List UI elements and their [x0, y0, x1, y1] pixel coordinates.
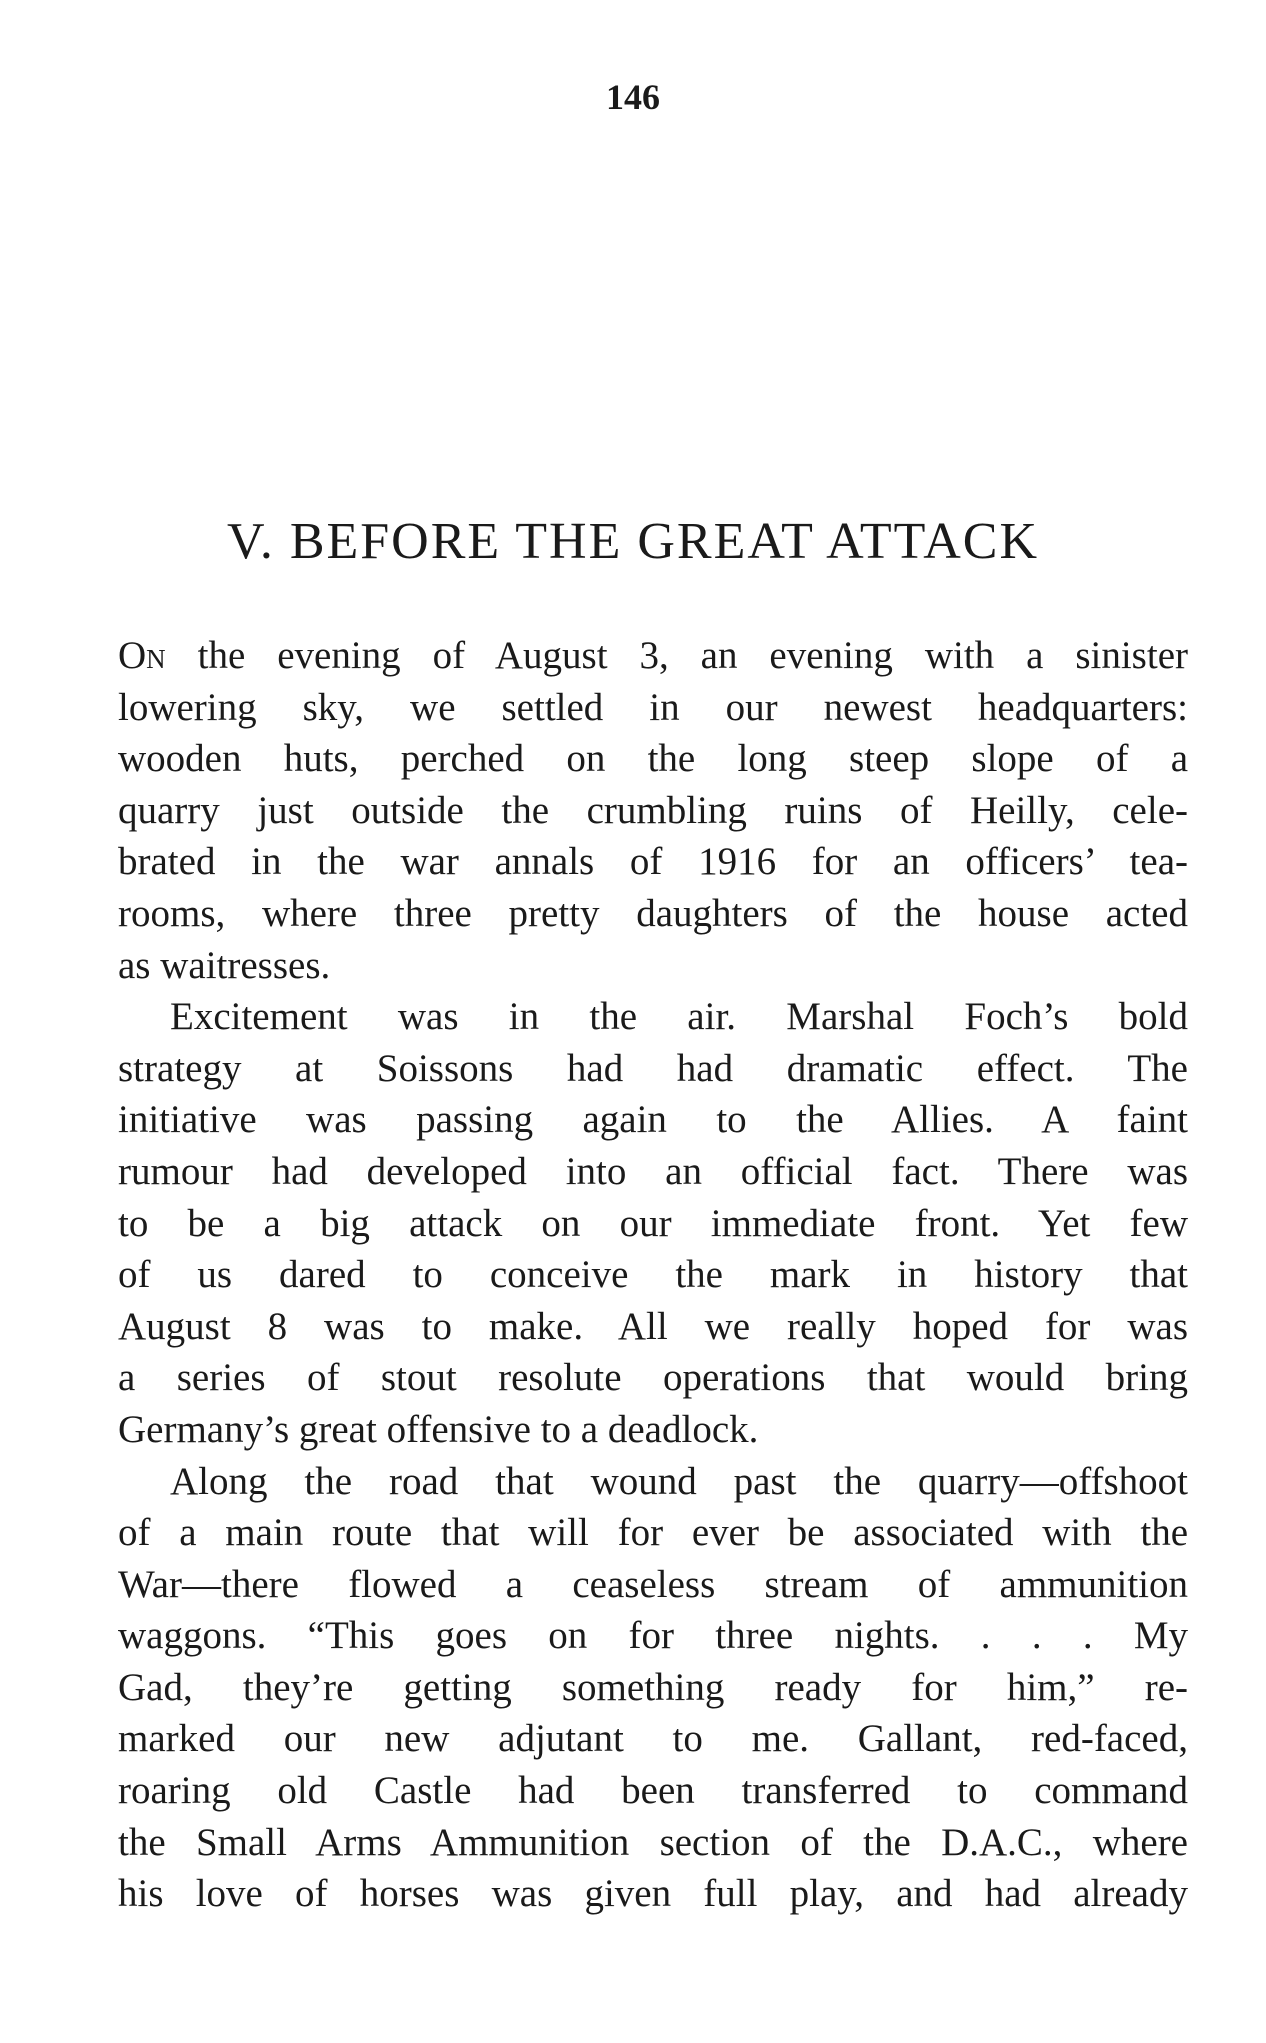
text-line: Gad, they’re getting something ready for him,” re-	[118, 1665, 1188, 1709]
text-line: War—there flowed a ceaseless stream of ammunition	[118, 1562, 1188, 1606]
text-line: the Small Arms Ammunition section of the D.A.C., where	[118, 1820, 1188, 1864]
text-line: On the evening of August 3, an evening with a sinister	[118, 634, 1188, 677]
text-line: of us dared to conceive the mark in history that	[118, 1253, 1188, 1297]
text-line: Along the road that wound past the quarry—offshoot	[170, 1459, 1188, 1503]
text-line: wooden huts, perched on the long steep slope of a	[118, 737, 1188, 781]
text-line: lowering sky, we settled in our newest headquarters:	[118, 685, 1188, 729]
text-line: rumour had developed into an official fact. There was	[118, 1149, 1188, 1193]
text-line: Germany’s great offensive to a deadlock.	[118, 1407, 759, 1451]
text-line: his love of horses was given full play, and had already	[118, 1872, 1188, 1916]
text-line: roaring old Castle had been transferred to command	[118, 1769, 1188, 1813]
text-line: strategy at Soissons had had dramatic effect. The	[118, 1046, 1188, 1090]
text-line: as waitresses.	[118, 943, 331, 987]
text-line: marked our new adjutant to me. Gallant, red-faced,	[118, 1717, 1188, 1761]
drop-lead: On	[118, 634, 166, 677]
text-line: waggons. “This goes on for three nights. . . . My	[118, 1614, 1188, 1658]
chapter-title: V. BEFORE THE GREAT ATTACK	[226, 513, 1040, 570]
page-number: 146	[606, 77, 660, 117]
text-line: a series of stout resolute operations that would bring	[118, 1356, 1188, 1400]
text-line: to be a big attack on our immediate front. Yet few	[118, 1201, 1188, 1245]
text-line: brated in the war annals of 1916 for an officers’ tea-	[118, 840, 1188, 884]
body-text	[118, 630, 1188, 1920]
text-line: initiative was passing again to the Allies. A faint	[118, 1098, 1188, 1142]
text-line: rooms, where three pretty daughters of the house acted	[118, 891, 1188, 935]
text-line: August 8 was to make. All we really hoped for was	[118, 1304, 1188, 1348]
text-line: quarry just outside the crumbling ruins of Heilly, cele-	[118, 788, 1188, 832]
text-line: of a main route that will for ever be associated with the	[118, 1511, 1188, 1555]
text-line: Excitement was in the air. Marshal Foch’s bold	[170, 995, 1188, 1039]
